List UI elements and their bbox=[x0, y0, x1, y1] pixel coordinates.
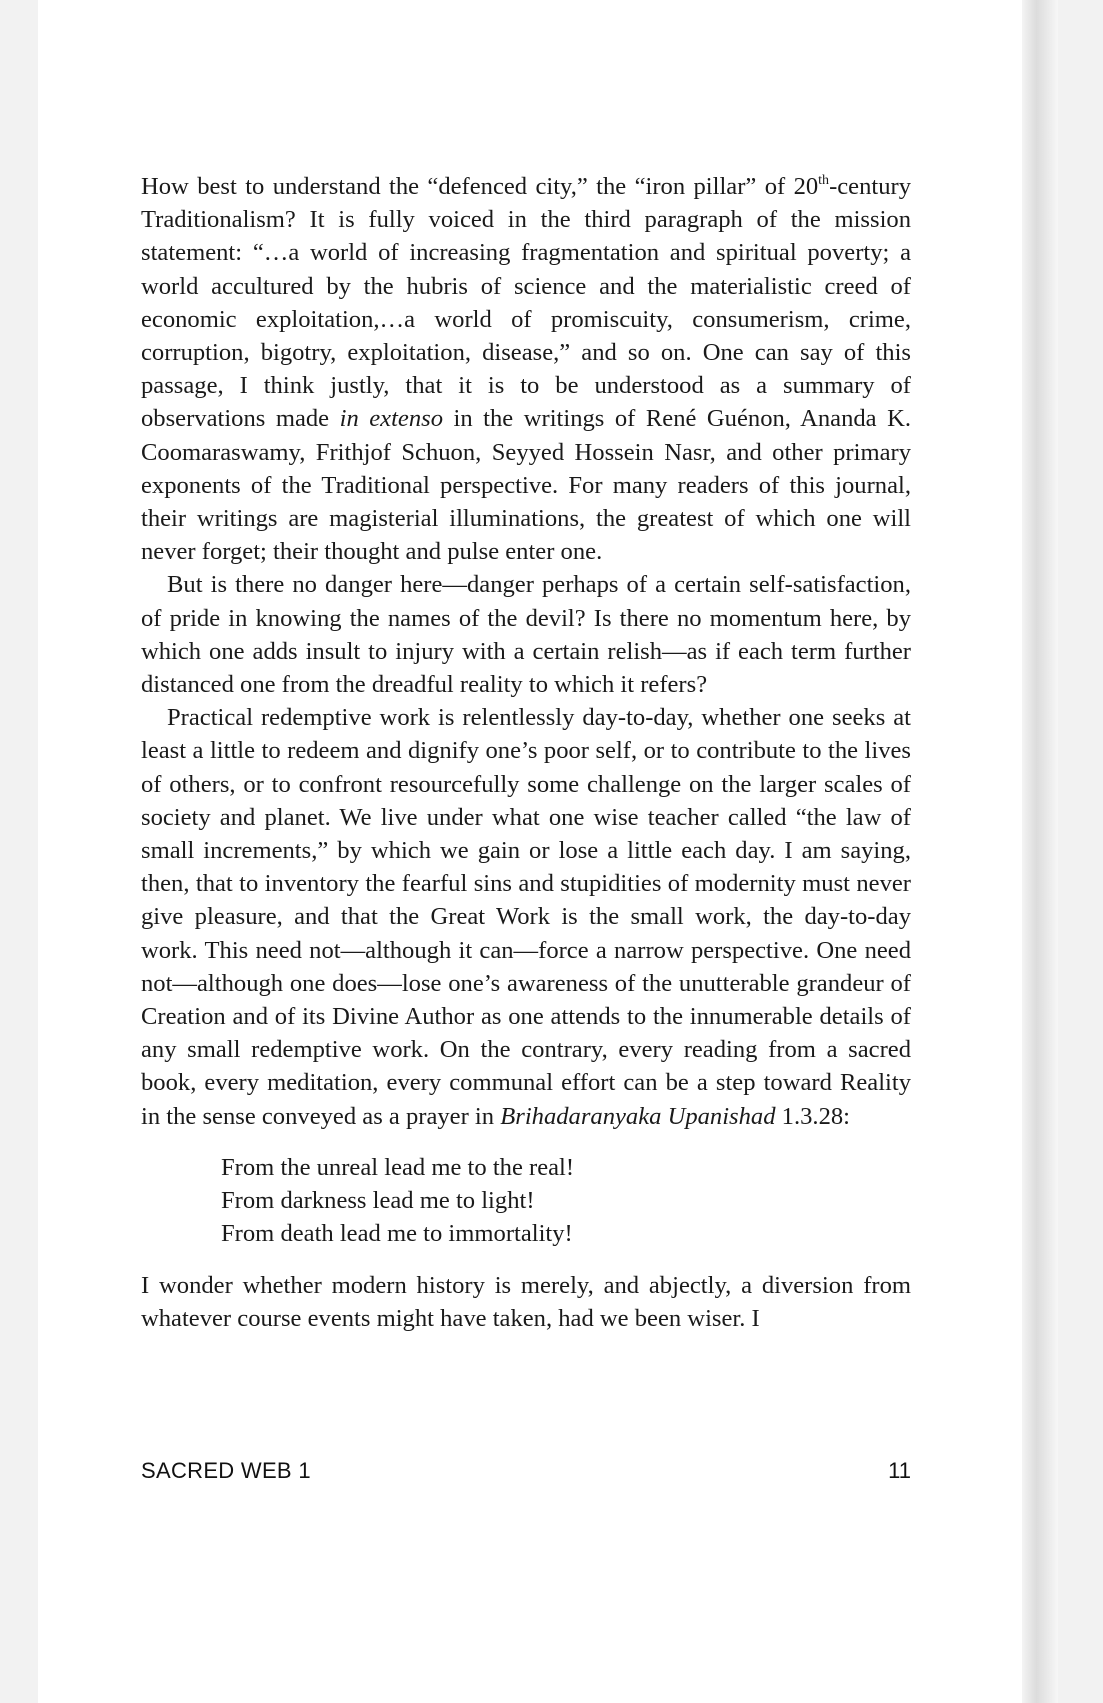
paragraph-1-text-a: How best to understand the “defenced city,” the “iron pillar” of 20 bbox=[141, 173, 819, 200]
paragraph-1 bbox=[141, 170, 911, 568]
verse-quotation bbox=[221, 1151, 911, 1251]
journal-title: SACRED WEB 1 bbox=[141, 1458, 311, 1483]
paragraph-1-italic: in extenso bbox=[339, 405, 444, 433]
body-text bbox=[141, 170, 911, 1335]
verse-line: From darkness lead me to light! bbox=[221, 1187, 535, 1215]
paragraph-3-text-a: Practical redemptive work is relentlessly day-to-day, whether one seeks at least a little to redeem and dignify one’s poor self, or to contribute to the lives of others, or to confront resourcefully some challenge on the larger scales of society and planet. We live under what one wise teacher called “the law of small increments,” by which we gain or lose a little each day. I am saying, then, that to inventory the fearful sins and stupidities of modernity must never give pleasure, and that the Great Work is the small work, the day-to-day work. This need not—although it can—force a narrow perspective. One need not—although one does—lose one’s awareness of the unutterable grandeur of Creation and of its Divine Author as one attends to the innumerable details of any small redemptive work. On the contrary, every reading from a sacred book, every meditation, every communal effort can be a step toward Reality in the sense conveyed as a prayer in bbox=[141, 704, 911, 1130]
ordinal-superscript: th bbox=[818, 173, 830, 188]
verse-line: From death lead me to immortality! bbox=[221, 1220, 573, 1248]
paragraph-1-text-c: in the writings of René Guénon, Ananda K. Coomaraswamy, Frithjof Schuon, Seyyed Hossein Nasr, and other primary exponents of the Traditional perspective. For many readers of this journal, their writings are magisterial illuminations, the greatest of which one will never forget; their thought and pulse enter one. bbox=[141, 405, 912, 566]
paragraph-3-text-b: 1.3.28: bbox=[775, 1102, 850, 1130]
verse-line: From the unreal lead me to the real! bbox=[221, 1153, 575, 1181]
page-sheet bbox=[38, 0, 1058, 1703]
paragraph-1-text-b: -century Traditionalism? It is fully voiced in the third paragraph of the mission statement: “…a world of increasing fragmentation and spiritual poverty; a world accultured by the hubris of science and the materialistic creed of economic exploitation,…a world of promiscuity, consumerism, crime, corruption, bigotry, exploitation, disease,” and so on. One can say of this passage, I think justly, that it is to be understood as a summary of observations made bbox=[141, 173, 911, 433]
paragraph-3-italic: Brihadaranyaka Upanishad bbox=[500, 1102, 776, 1130]
paragraph-4: I wonder whether modern history is merely, and abjectly, a diversion from whatever course events might have taken, had we been wiser. I bbox=[141, 1271, 911, 1332]
paragraph-3 bbox=[141, 701, 911, 1133]
paragraph-2: But is there no danger here—danger perhaps of a certain self-satisfaction, of pride in knowing the names of the devil? Is there no momentum here, by which one adds insult to injury with a certain relish—as if each term further distanced one from the dreadful reality to which it refers? bbox=[141, 571, 911, 699]
page-edge-shadow bbox=[1022, 0, 1058, 1703]
page-number: 11 bbox=[888, 1458, 911, 1483]
